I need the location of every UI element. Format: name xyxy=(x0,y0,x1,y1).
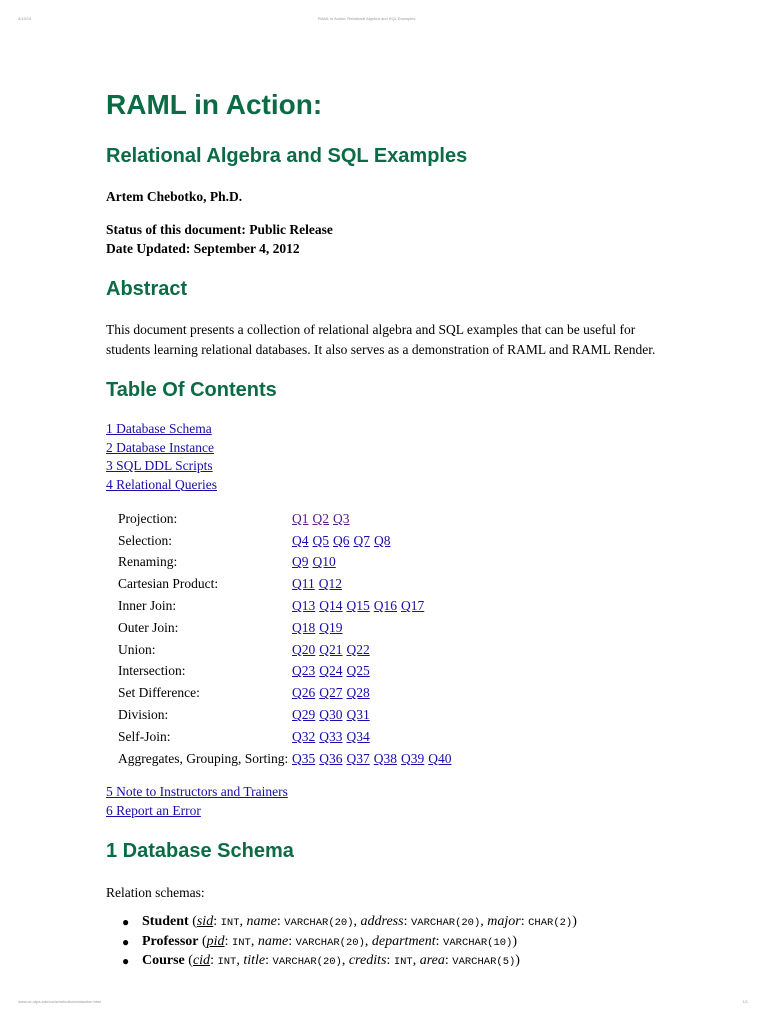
query-link-q5[interactable]: Q5 xyxy=(312,532,329,548)
relation-name: Course xyxy=(142,953,185,968)
page-subtitle: Relational Algebra and SQL Examples xyxy=(106,145,468,167)
print-header-title: RAML in Action: Relational Algebra and SQL Examples xyxy=(318,16,416,21)
query-link-q25[interactable]: Q25 xyxy=(346,663,370,679)
query-links xyxy=(292,508,456,530)
page-title: RAML in Action: xyxy=(106,89,323,120)
query-link-q35[interactable]: Q35 xyxy=(292,750,316,766)
section-heading-database-schema: 1 Database Schema xyxy=(106,840,294,862)
toc-link-database-instance[interactable]: 2 Database Instance xyxy=(106,439,214,455)
query-link-q16[interactable]: Q16 xyxy=(373,598,397,614)
attribute-type: INT xyxy=(217,956,237,968)
attribute-name: department xyxy=(371,933,436,949)
query-link-q14[interactable]: Q14 xyxy=(319,598,343,614)
query-link-q31[interactable]: Q31 xyxy=(346,707,370,723)
schema-list xyxy=(106,913,577,972)
query-link-q1[interactable]: Q1 xyxy=(292,510,309,526)
query-category-label: Selection: xyxy=(118,532,172,548)
abstract-line: students learning relational databases. It also serves as a demonstration of RAML and RAML Render. xyxy=(106,342,656,357)
query-row xyxy=(118,726,456,748)
author: Artem Chebotko, Ph.D. xyxy=(106,189,243,204)
query-link-q30[interactable]: Q30 xyxy=(319,707,343,723)
attribute-name: name xyxy=(257,933,289,949)
query-category-label: Cartesian Product: xyxy=(118,576,219,592)
toc-link-sql-ddl-scripts[interactable]: 3 SQL DDL Scripts xyxy=(106,458,213,473)
bullet-icon: ● xyxy=(122,934,130,949)
query-category-label: Projection: xyxy=(118,510,178,526)
attribute-type: INT xyxy=(231,936,251,949)
abstract-line: This document presents a collection of relational algebra and SQL examples that can be useful for xyxy=(106,322,636,337)
query-links xyxy=(292,573,456,595)
query-row xyxy=(118,508,456,530)
query-category-label: Self-Join: xyxy=(118,728,171,744)
query-row xyxy=(118,704,456,726)
relation-name: Professor xyxy=(142,933,199,949)
query-category-label: Aggregates, Grouping, Sorting: xyxy=(118,750,289,766)
primary-key-attribute: cid xyxy=(192,953,211,968)
query-link-q18[interactable]: Q18 xyxy=(292,619,316,635)
query-row xyxy=(118,748,456,770)
query-links xyxy=(292,748,456,770)
query-link-q19[interactable]: Q19 xyxy=(319,619,343,635)
query-link-q17[interactable]: Q17 xyxy=(401,598,425,614)
toc-link-report-error[interactable]: 6 Report an Error xyxy=(106,803,201,818)
schema-item-student: ● Student (sid: INT, name: VARCHAR(20), address: VARCHAR(20), major: CHAR(2)) xyxy=(142,913,577,933)
primary-key-attribute: pid xyxy=(206,933,225,949)
attribute-name: address xyxy=(360,914,404,929)
query-category-label: Union: xyxy=(118,641,156,657)
relation-name: Student xyxy=(142,914,189,929)
query-category-label: Division: xyxy=(118,707,169,723)
query-category-label: Intersection: xyxy=(118,663,186,679)
query-links xyxy=(292,639,456,661)
query-link-q37[interactable]: Q37 xyxy=(346,750,370,766)
query-link-q3[interactable]: Q3 xyxy=(333,510,350,526)
query-link-q13[interactable]: Q13 xyxy=(292,598,316,614)
attribute-name: title xyxy=(243,953,266,968)
schema-item-course: ● Course (cid: INT, title: VARCHAR(20), credits: INT, area: VARCHAR(5)) xyxy=(142,952,577,972)
query-link-q8[interactable]: Q8 xyxy=(374,532,391,548)
attribute-name: major xyxy=(487,914,521,929)
table-of-contents-continued xyxy=(106,782,288,820)
query-link-q10[interactable]: Q10 xyxy=(312,554,336,570)
print-footer-page: 1/1 xyxy=(742,999,748,1004)
relation-schemas-label: Relation schemas: xyxy=(106,885,205,900)
query-link-q7[interactable]: Q7 xyxy=(353,532,370,548)
attribute-type: VARCHAR(5) xyxy=(452,956,516,968)
query-category-label: Set Difference: xyxy=(118,685,200,701)
query-link-q26[interactable]: Q26 xyxy=(292,685,316,701)
attribute-type: CHAR(2) xyxy=(528,917,573,929)
query-row xyxy=(118,530,456,552)
document-status: Status of this document: Public Release xyxy=(106,222,333,237)
attribute-type: VARCHAR(20) xyxy=(272,956,342,968)
query-link-q24[interactable]: Q24 xyxy=(319,663,343,679)
abstract-heading: Abstract xyxy=(106,278,188,300)
query-link-q15[interactable]: Q15 xyxy=(346,598,370,614)
table-of-contents xyxy=(106,420,217,494)
attribute-type: VARCHAR(20) xyxy=(284,917,354,929)
query-links xyxy=(292,661,456,683)
query-link-q20[interactable]: Q20 xyxy=(292,641,316,657)
query-links xyxy=(292,617,456,639)
query-category-label: Inner Join: xyxy=(118,598,177,614)
query-row xyxy=(118,552,456,574)
attribute-type: INT xyxy=(393,956,413,968)
attribute-name: name xyxy=(246,914,277,929)
toc-link-note-to-instructors[interactable]: 5 Note to Instructors and Trainers xyxy=(106,784,288,799)
bullet-icon: ● xyxy=(122,915,130,929)
query-link-q4[interactable]: Q4 xyxy=(292,532,309,548)
query-link-q39[interactable]: Q39 xyxy=(401,750,425,766)
query-link-q33[interactable]: Q33 xyxy=(319,728,343,744)
attribute-name: area xyxy=(419,953,445,968)
query-link-q6[interactable]: Q6 xyxy=(333,532,350,548)
primary-key-attribute: sid xyxy=(196,914,214,929)
query-link-q36[interactable]: Q36 xyxy=(319,750,343,766)
attribute-type: INT xyxy=(220,917,240,929)
query-category-label: Renaming: xyxy=(118,554,178,570)
attribute-type: VARCHAR(20) xyxy=(295,936,365,949)
query-link-q38[interactable]: Q38 xyxy=(373,750,397,766)
query-link-q22[interactable]: Q22 xyxy=(346,641,370,657)
query-row xyxy=(118,595,456,617)
query-links xyxy=(292,726,456,748)
query-links xyxy=(292,552,456,574)
query-links xyxy=(292,595,456,617)
query-row xyxy=(118,573,456,595)
toc-link-database-schema[interactable]: 1 Database Schema xyxy=(106,421,212,436)
query-index-table xyxy=(118,508,456,770)
query-link-q27[interactable]: Q27 xyxy=(319,685,343,701)
query-link-q9[interactable]: Q9 xyxy=(292,554,309,570)
toc-link-relational-queries[interactable]: 4 Relational Queries xyxy=(106,476,217,492)
query-row xyxy=(118,661,456,683)
toc-heading: Table Of Contents xyxy=(106,379,277,401)
query-link-q2[interactable]: Q2 xyxy=(312,510,329,526)
query-link-q21[interactable]: Q21 xyxy=(319,641,343,657)
query-link-q12[interactable]: Q12 xyxy=(318,576,342,592)
query-link-q34[interactable]: Q34 xyxy=(346,728,370,744)
query-links xyxy=(292,530,456,552)
query-link-q23[interactable]: Q23 xyxy=(292,663,316,679)
schema-item-professor: ● Professor (pid: INT, name: VARCHAR(20), department: VARCHAR(10)) xyxy=(142,933,577,953)
query-link-q40[interactable]: Q40 xyxy=(428,750,452,766)
print-header-date: 4/13/14 xyxy=(18,16,32,21)
query-link-q32[interactable]: Q32 xyxy=(292,728,316,744)
query-row xyxy=(118,639,456,661)
query-links xyxy=(292,704,456,726)
date-updated: Date Updated: September 4, 2012 xyxy=(106,241,300,256)
query-row xyxy=(118,682,456,704)
query-link-q28[interactable]: Q28 xyxy=(346,685,370,701)
attribute-type: VARCHAR(10) xyxy=(443,936,513,949)
bullet-icon: ● xyxy=(122,954,130,968)
attribute-type: VARCHAR(20) xyxy=(410,917,481,929)
query-link-q11[interactable]: Q11 xyxy=(292,576,315,592)
print-footer-url: www.cs.utpa.edu/cs/achebotko/ramlaction.html xyxy=(18,999,102,1004)
query-row xyxy=(118,617,456,639)
attribute-name: credits xyxy=(348,953,387,968)
query-category-label: Outer Join: xyxy=(118,619,179,635)
query-links xyxy=(292,682,456,704)
query-link-q29[interactable]: Q29 xyxy=(292,707,316,723)
